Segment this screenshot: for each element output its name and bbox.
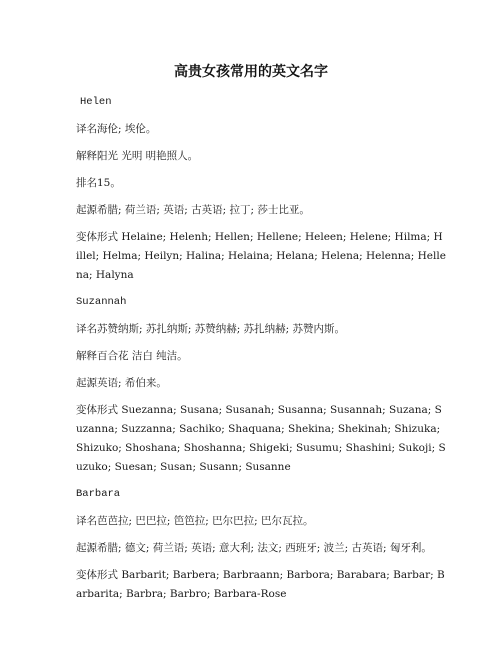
entry-variants: 变体形式 Helaine; Helenh; Hellen; Hellene; Heleen; Helene; Hilma; Hillel; Helma; Heilyn; Halina; Helaina; Helana; Helena; Helenna; Hellena; Halyna bbox=[76, 231, 446, 281]
entry-meaning: 解释阳光 光明 明艳照人。 bbox=[76, 150, 199, 162]
entry-name: Barbara bbox=[76, 488, 121, 500]
document-title: 高贵女孩常用的英文名字 bbox=[174, 64, 328, 80]
entry-translation: 译名海伦; 埃伦。 bbox=[76, 123, 157, 135]
document-body bbox=[76, 93, 446, 612]
entry-name: Helen bbox=[80, 96, 112, 108]
entry-origin: 起源希腊; 荷兰语; 英语; 古英语; 拉丁; 莎士比亚。 bbox=[76, 204, 310, 216]
entry-origin: 起源英语; 希伯来。 bbox=[76, 377, 167, 389]
entry-translation: 译名苏赞纳斯; 苏扎纳斯; 苏赞纳赫; 苏扎纳赫; 苏赞内斯。 bbox=[76, 323, 345, 335]
entry-variants: 变体形式 Suezanna; Susana; Susanah; Susanna; Susannah; Suzana; Suzanna; Suzzanna; Sachiko; Shaquana; Shekina; Shekinah; Shizuka; Shizuko; Shoshana; Shoshanna; Shigeki; Susumu; Shashini; Sukoji; Suzuko; Suesan; Susan; Susann; Susanne bbox=[76, 404, 446, 473]
entry-name: Suzannah bbox=[76, 296, 127, 308]
entry-origin: 起源希腊; 德文; 荷兰语; 英语; 意大利; 法文; 西班牙; 波兰; 古英语; 匈牙利。 bbox=[76, 542, 432, 554]
entry-meaning: 解释百合花 洁白 纯洁。 bbox=[76, 350, 188, 362]
entry-variants: 变体形式 Barbarit; Barbera; Barbraann; Barbora; Barabara; Barbar; Barbarita; Barbra; Barbro; Barbara-Rose bbox=[76, 569, 445, 600]
entry-rank: 排名15。 bbox=[76, 177, 121, 189]
entry-translation: 译名芭芭拉; 巴巴拉; 笆笆拉; 巴尔巴拉; 巴尔瓦拉。 bbox=[76, 515, 314, 527]
